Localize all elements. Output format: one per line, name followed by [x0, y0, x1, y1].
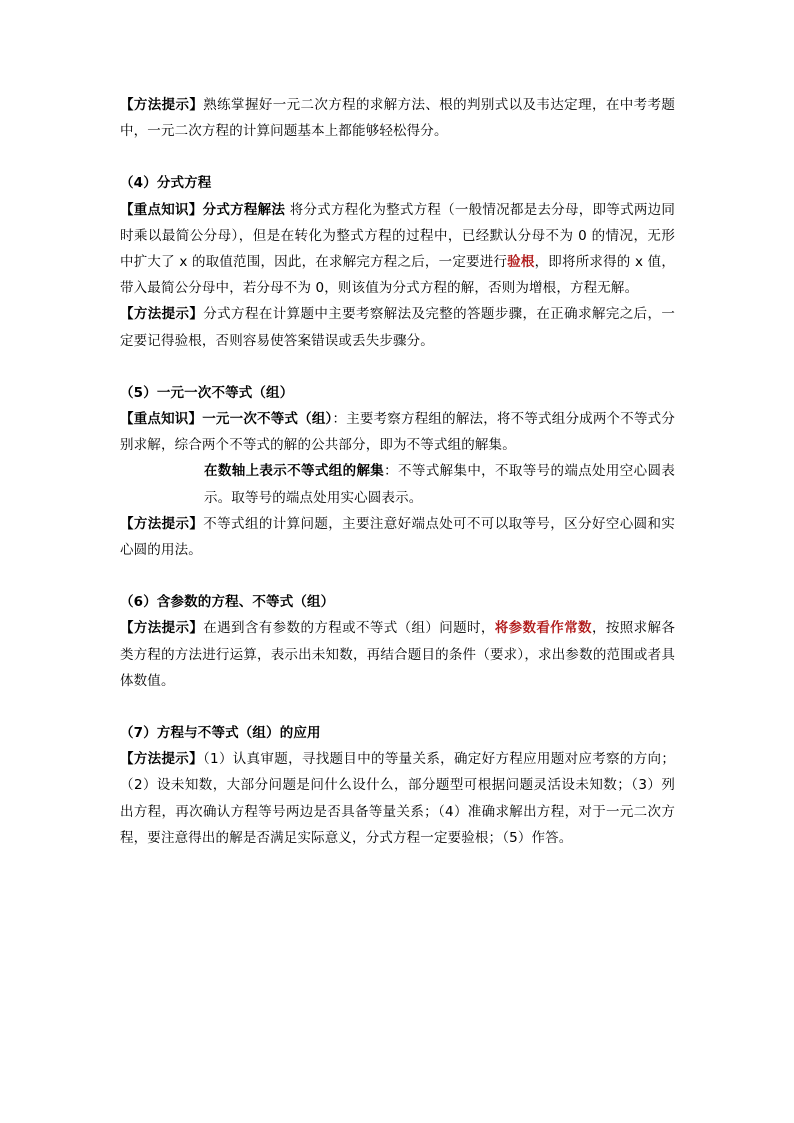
section-7-heading: （7）方程与不等式（组）的应用	[120, 725, 321, 742]
section-6-heading: （6）含参数的方程、不等式（组）	[120, 594, 335, 611]
method-tip-label: 【方法提示】	[120, 751, 203, 768]
intro-text: 熟练掌握好一元二次方程的求解方法、根的判别式以及韦达定理，在中考考题中，一元二次方程的计算问题基本上都能够轻松得分。	[120, 97, 675, 140]
document-page	[120, 92, 675, 851]
method-tip-label: 【方法提示】	[120, 515, 204, 532]
section-4-method	[120, 301, 675, 353]
method-tip-text: （1）认真审题，寻找题目中的等量关系，确定好方程应用题对应考察的方向；（2）设未知数，大部分问题是问什么设什么，部分题型可根据问题灵活设未知数；（3）列出方程，再次确认方程等号两边是否具备等量关系；（4）准确求解出方程，对于一元二次方程，要注意得出的解是否满足实际意义，分式方程一定要验根；（5）作答。	[120, 751, 675, 846]
method-tip-label: 【方法提示】	[120, 306, 204, 323]
spacer	[120, 354, 675, 380]
key-knowledge-text-cont: ，即将所求得的 x 值，带入最简公分母中，若分母不为 0，则该值为分式方程的解，否则为增根，方程无解。	[120, 254, 675, 297]
method-tip-label: 【方法提示】	[120, 97, 204, 113]
spacer	[120, 563, 675, 589]
spacer	[120, 694, 675, 720]
section-7-method	[120, 746, 675, 851]
key-knowledge-label: 【重点知识】	[120, 201, 203, 218]
key-knowledge-label: 【重点知识】	[120, 411, 203, 428]
section-5-axis-note	[120, 458, 675, 510]
key-knowledge-text: ：主要考察方程组的解法，将不等式组分成两个不等式分别求解，综合两个不等式的解的公共部分，即为不等式组的解集。	[120, 411, 676, 454]
spacer	[120, 144, 675, 170]
key-knowledge-term: 分式方程解法	[202, 201, 286, 218]
section-4-heading: （4）分式方程	[120, 175, 212, 192]
key-knowledge-text: 将分式方程化为整式方程（一般情况都是去分母，即等式两边同时乘以最简公分母），但是在转化为整式方程的过程中，已经默认分母不为 0 的情况，无形中扩大了 x 的取值范围，因此，在求解完方程之后，一定要进行	[120, 201, 676, 271]
method-tip-text: 不等式组的计算问题，主要注意好端点处可不可以取等号，区分好空心圆和实心圆的用法。	[120, 515, 675, 559]
section-5-method	[120, 511, 675, 563]
axis-note-term: 在数轴上表示不等式组的解集	[204, 463, 385, 480]
section-5-heading: （5）一元一次不等式（组）	[120, 384, 294, 401]
key-knowledge-term: 一元一次不等式（组）	[202, 411, 333, 428]
section-6-method	[120, 615, 675, 694]
highlight-verify-root: 验根	[507, 254, 535, 271]
axis-note-text: ：不等式解集中，不取等号的端点处用空心圆表示。取等号的端点处用实心圆表示。	[204, 463, 675, 506]
method-tip-text-cont: ，按照求解各类方程的方法进行运算，表示出未知数，再结合题目的条件（要求），求出参数的范围或者具体数值。	[120, 620, 675, 689]
section-5-knowledge	[120, 406, 675, 458]
method-tip-text: 分式方程在计算题中主要考察解法及完整的答题步骤，在正确求解完之后，一定要记得验根，否则容易使答案错误或丢失步骤分。	[120, 306, 675, 349]
method-tip-label: 【方法提示】	[120, 620, 204, 637]
highlight-param-as-constant: 将参数看作常数	[494, 620, 592, 637]
method-tip-text: 在遇到含有参数的方程或不等式（组）问题时，	[203, 620, 495, 637]
section-4-knowledge	[120, 197, 675, 302]
intro-paragraph	[120, 92, 675, 144]
